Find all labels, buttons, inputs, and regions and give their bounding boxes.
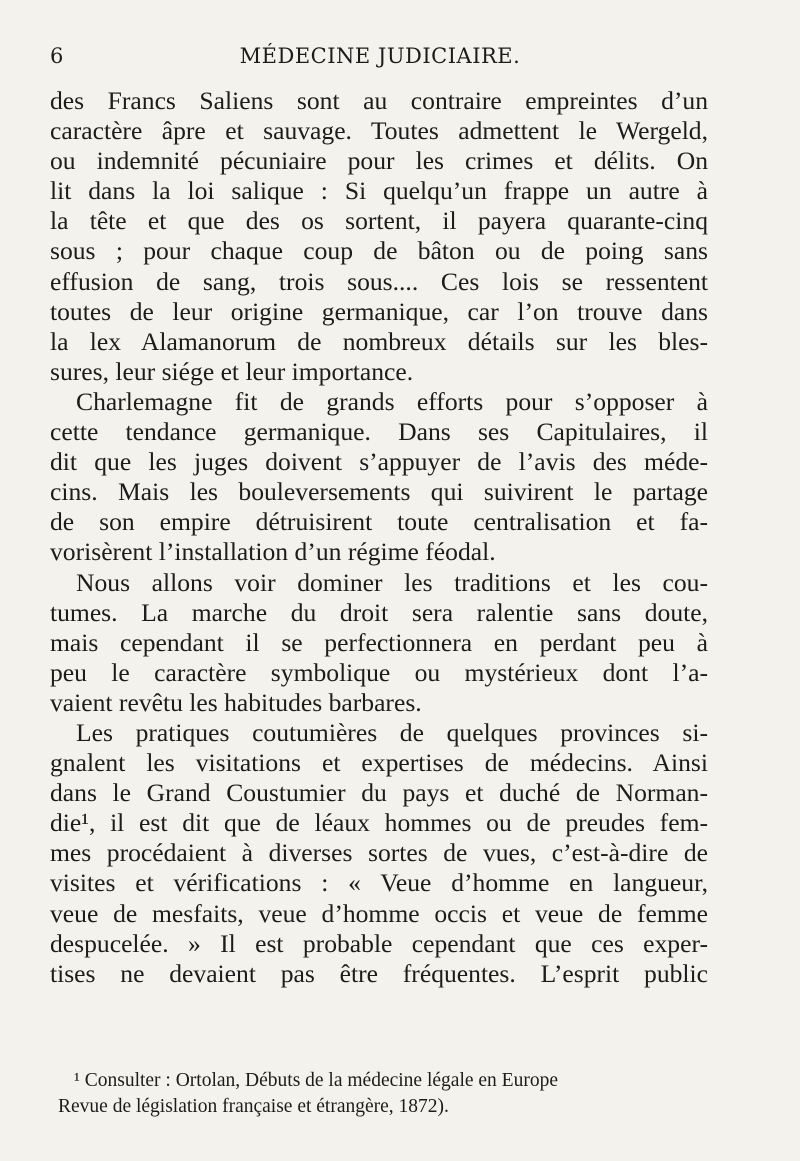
text-line: Charlemagne fit de grands efforts pour s’opposer à: [76, 386, 708, 416]
text-line: cins. Mais les bouleversements qui suivirent le partage: [50, 477, 708, 507]
text-line: caractère âpre et sauvage. Toutes admettent le Wergeld,: [50, 116, 708, 146]
page-number: 6: [50, 44, 64, 68]
text-line: veue de mesfaits, veue d’homme occis et veue de femme: [50, 898, 708, 928]
text-line: despucelée. » Il est probable cependant que ces exper-: [50, 928, 708, 958]
text-line: la tête et que des os sortent, il payera quarante-cinq: [50, 206, 708, 236]
page-header: [50, 44, 710, 74]
text-line: dit que les juges doivent s’appuyer de l’avis des méde-: [50, 447, 708, 477]
text-line: tises ne devaient pas être fréquentes. L’esprit public: [50, 958, 708, 988]
text-line: Nous allons voir dominer les traditions et les cou-: [76, 567, 708, 597]
text-line: tumes. La marche du droit sera ralentie sans doute,: [50, 597, 708, 627]
body-text: [50, 86, 708, 989]
text-line: vorisèrent l’installation d’un régime féodal.: [50, 537, 496, 567]
text-line: mes procédaient à diverses sortes de vues, c’est-à-dire de: [50, 838, 708, 868]
text-line: cette tendance germanique. Dans ses Capitulaires, il: [50, 417, 708, 447]
text-line: vaient revêtu les habitudes barbares.: [50, 687, 422, 717]
text-line: la lex Alamanorum de nombreux détails sur les bles-: [50, 326, 708, 356]
text-line: Les pratiques coutumières de quelques provinces si-: [76, 717, 708, 747]
text-line: effusion de sang, trois sous.... Ces lois se ressentent: [50, 266, 708, 296]
text-line: die¹, il est dit que de léaux hommes ou de preudes fem-: [50, 808, 708, 838]
footnote-line: ¹ Consulter : Ortolan, Débuts de la médecine légale en Europe: [74, 1070, 558, 1091]
text-line: de son empire détruisirent toute centralisation et fa-: [50, 507, 708, 537]
text-line: sous ; pour chaque coup de bâton ou de poing sans: [50, 236, 708, 266]
footnotes: [58, 1068, 708, 1120]
text-line: toutes de leur origine germanique, car l’on trouve dans: [50, 296, 708, 326]
text-line: gnalent les visitations et expertises de médecins. Ainsi: [50, 748, 708, 778]
text-line: dans le Grand Coustumier du pays et duché de Norman-: [50, 778, 708, 808]
text-line: lit dans la loi salique : Si quelqu’un frappe un autre à: [50, 176, 708, 206]
text-line: visites et vérifications : « Veue d’homme en langueur,: [50, 868, 708, 898]
text-line: mais cependant il se perfectionnera en perdant peu à: [50, 627, 708, 657]
text-line: ou indemnité pécuniaire pour les crimes et délits. On: [50, 146, 708, 176]
footnote-line: Revue de législation française et étrangère, 1872).: [58, 1096, 449, 1117]
text-line: sures, leur siége et leur importance.: [50, 356, 414, 386]
running-head: MÉDECINE JUDICIAIRE.: [239, 44, 521, 68]
text-line: des Francs Saliens sont au contraire empreintes d’un: [50, 86, 708, 115]
text-line: peu le caractère symbolique ou mystérieux dont l’a-: [50, 657, 708, 687]
